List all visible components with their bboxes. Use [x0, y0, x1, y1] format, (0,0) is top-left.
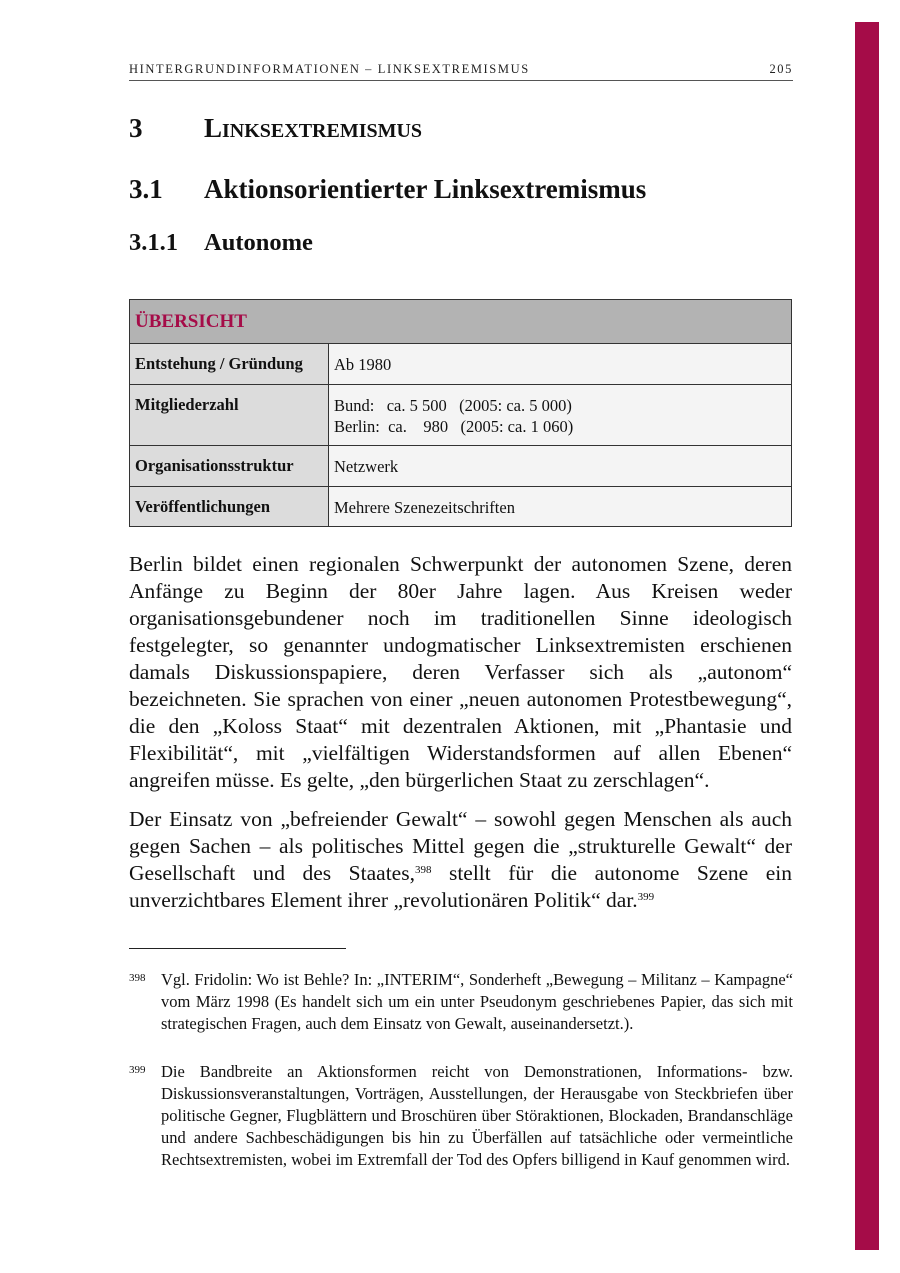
table-row	[130, 385, 792, 446]
decorative-side-bar	[855, 22, 879, 1250]
section-number: 3.1	[129, 174, 163, 204]
overview-table	[129, 299, 792, 527]
value-line: Mehrere Szenezeitschriften	[334, 498, 515, 517]
value-line: Berlin: ca. 980 (2005: ca. 1 060)	[334, 417, 574, 436]
section-heading	[129, 174, 646, 205]
paragraph-2-text-b: stellt für die autonome Szene ein unverzichtbares Element ihrer „revolutionären Politik“ dar.	[129, 861, 792, 912]
header-rule	[129, 80, 793, 81]
section-title: Aktionsorientierter Linksextremismus	[204, 174, 647, 204]
table-row	[130, 344, 792, 385]
chapter-title-rest: INKSEXTREMISMUS	[222, 120, 423, 142]
chapter-number: 3	[129, 113, 143, 143]
row-label: Veröffentlichungen	[130, 487, 329, 527]
table-row	[130, 446, 792, 487]
subsection-heading	[129, 229, 313, 257]
row-label: Entstehung / Gründung	[130, 344, 329, 385]
running-header	[129, 62, 793, 77]
chapter-heading	[129, 113, 422, 144]
footnote-ref-398[interactable]: 398	[414, 864, 432, 876]
value-line: Bund: ca. 5 500 (2005: ca. 5 000)	[334, 396, 572, 415]
row-value	[329, 344, 792, 385]
footnote-398	[129, 969, 793, 1035]
row-label: Organisationsstruktur	[130, 446, 329, 487]
row-label: Mitgliederzahl	[130, 385, 329, 446]
footnote-number: 398	[129, 972, 146, 984]
table-row	[130, 487, 792, 527]
row-value	[329, 487, 792, 527]
row-value	[329, 385, 792, 446]
value-line: Netzwerk	[334, 457, 399, 476]
footnote-text: Vgl. Fridolin: Wo ist Behle? In: „INTERIM“, Sonderheft „Bewegung – Militanz – Kampagne“ vom März 1998 (Es handelt sich um ein unter Pseudonym geschriebenes Papier, das sich mit strategischen Fragen, auch dem Einsatz von Gewalt, auseinandersetzt.).	[161, 970, 793, 1033]
body-paragraph-1: Berlin bildet einen regionalen Schwerpunkt der autonomen Szene, deren Anfänge zu Beginn der 80er Jahre lagen. Aus Kreisen weder organisationsgebundener noch im traditionellen Sinne ideologisch festgelegter, so genannter undogmatischer Linksextremisten erschienen damals Diskussionspapiere, deren Verfasser sich als „autonom“ bezeichneten. Sie sprachen von einer „neuen autonomen Protestbewegung“, die den „Koloss Staat“ mit dezentralen Aktionen, mit „Phantasie und Flexibilität“, mit „vielfältigen Widerstandsformen auf allen Ebenen“ angreifen müsse. Es gelte, „den bürgerlichen Staat zu zerschlagen“.	[129, 552, 792, 792]
value-line: Ab 1980	[334, 355, 392, 374]
footnote-separator	[129, 948, 346, 949]
footnote-ref-399[interactable]: 399	[637, 891, 655, 903]
footnote-number: 399	[129, 1064, 146, 1076]
subsection-title: Autonome	[204, 229, 313, 256]
footnote-text: Die Bandbreite an Aktionsformen reicht von Demonstrationen, Informations- bzw. Diskussionsveranstaltungen, Vorträgen, Ausstellungen, der Herausgabe von Steckbriefen über politische Gegner, Flugblättern und Broschüren über Störaktionen, Blockaden, Brandanschläge und andere Sachbeschädigungen bis hin zu Überfällen auf tatsächliche oder vermeintliche Rechtsextremisten, wobei im Extremfall der Tod des Opfers billigend in Kauf genommen wird.	[161, 1062, 793, 1169]
body-paragraph-2	[129, 806, 792, 914]
paragraph-2-text-a: Der Einsatz von „befreiender Gewalt“ – sowohl gegen Menschen als auch gegen Sachen – als politisches Mittel gegen die „strukturelle Gewalt“ der Gesellschaft und des Staates,	[129, 807, 792, 885]
subsection-number: 3.1.1	[129, 229, 178, 256]
overview-header-row	[130, 300, 792, 344]
page-number: 205	[769, 62, 793, 76]
running-title: HINTERGRUNDINFORMATIONEN – LINKSEXTREMISMUS	[129, 62, 530, 76]
chapter-title-initial: L	[204, 113, 223, 143]
row-value	[329, 446, 792, 487]
overview-title: ÜBERSICHT	[130, 300, 792, 344]
footnote-399	[129, 1061, 793, 1171]
